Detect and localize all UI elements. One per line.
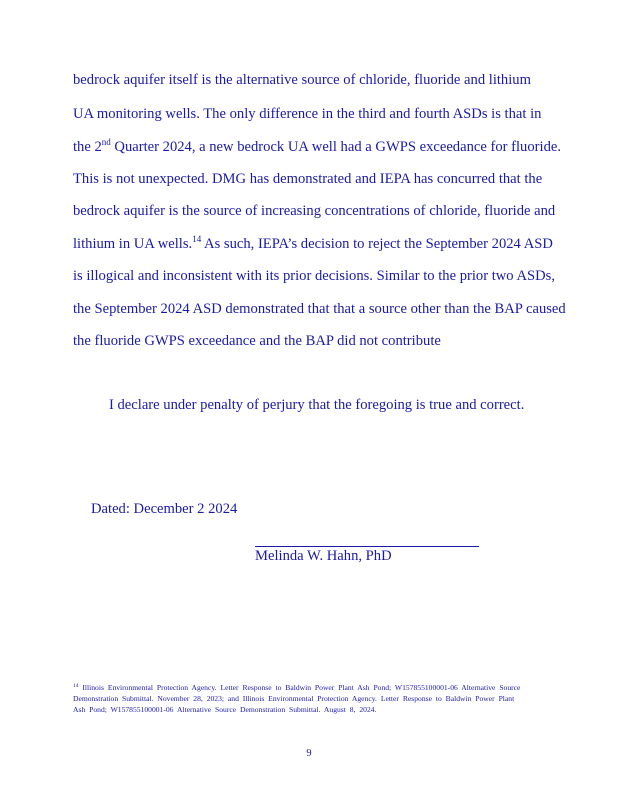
body-line-4 [73,170,542,188]
page-number: 9 [306,748,312,759]
body-text: the September 2024 ASD demonstrated that that a source other than the BAP caused [73,301,566,317]
ordinal-superscript: nd [101,137,111,147]
body-text: As such, IEPA’s decision to reject the September 2024 ASD [201,236,553,252]
body-line-7 [73,267,555,285]
body-line-8 [73,300,566,318]
signer-name: Melinda W. Hahn, PhD [255,548,392,564]
body-line-2 [73,105,541,123]
body-text: lithium in UA wells. [73,236,193,252]
body-line-1 [73,71,531,89]
body-line-9 [73,332,441,350]
footnote [73,682,523,715]
body-text: the fluoride GWPS exceedance and the BAP did not contribute [73,333,441,349]
body-text: bedrock aquifer itself is the alternative source of chloride, fluoride and lithium [73,72,531,88]
footnote-reference[interactable]: 14 [192,234,202,244]
body-text: bedrock aquifer is the source of increasing concentrations of chloride, fluoride and [73,203,556,219]
body-text: is illogical and inconsistent with its prior decisions. Similar to the prior two ASDs, [73,268,555,284]
body-text: Quarter 2024, a new bedrock UA well had a GWPS exceedance for fluoride. [110,139,561,155]
body-text: This is not unexpected. DMG has demonstrated and IEPA has concurred that the [73,171,543,187]
footnote-number: 14 [73,683,79,689]
body-line-6 [73,235,553,253]
body-line-5 [73,202,555,220]
signature-line [255,546,479,547]
date-line: Dated: December 2 2024 [91,501,238,517]
body-text: the 2 [73,139,102,155]
body-line-3 [73,138,561,156]
declaration-statement: I declare under penalty of perjury that the foregoing is true and correct. [109,397,525,413]
body-text: UA monitoring wells. The only difference in the third and fourth ASDs is that in [73,106,542,122]
footnote-text: Illinois Environmental Protection Agency. Letter Response to Baldwin Power Plant Ash Pond; W157855100001-06 Alternative Source Demonstration Submittal. November 28, 2023; and Illinois Environmental Protection Agency. Letter Response to Baldwin Power Plant Ash Pond; W157855100001-06 Alternative Source Demonstration Submittal. August 8, 2024. [73,683,521,714]
